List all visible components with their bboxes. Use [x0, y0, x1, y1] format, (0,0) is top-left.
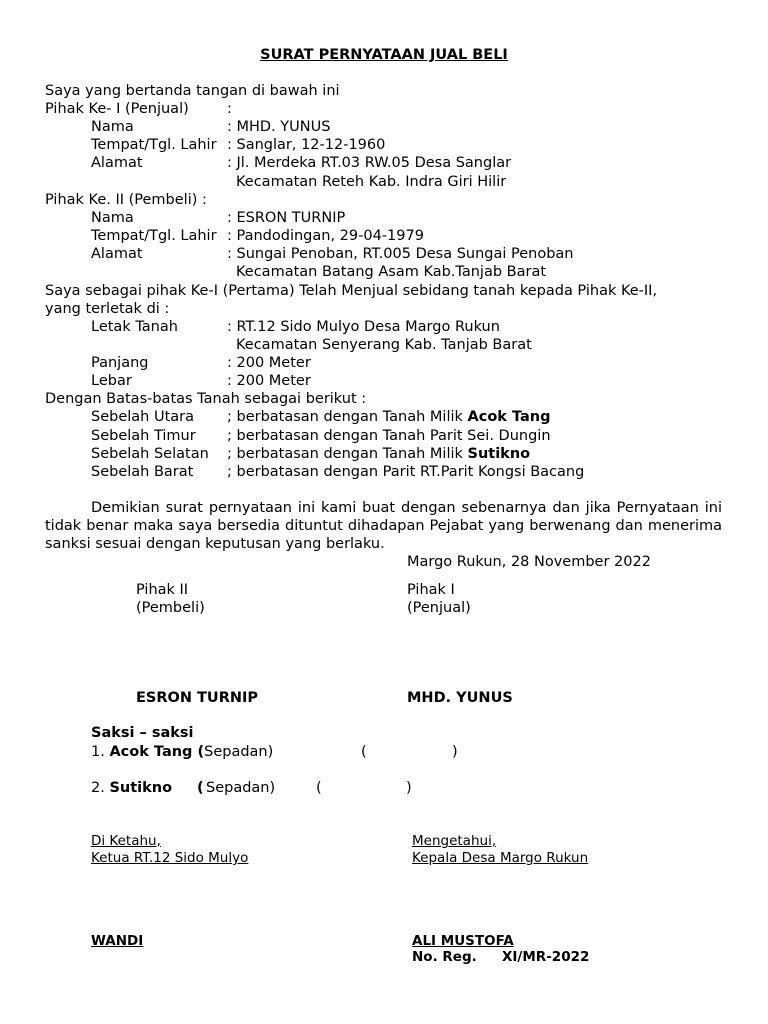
- seller-birth-label: Tempat/Tgl. Lahir: [91, 137, 217, 153]
- witness-1-sign-open: (: [361, 744, 367, 760]
- witness-1: [91, 743, 273, 761]
- north-owner: Acok Tang: [467, 409, 551, 425]
- seller-name-label: Nama: [91, 119, 134, 135]
- buyer-heading: Pihak Ke. II (Pembeli) :: [45, 192, 207, 208]
- north-text: ; berbatasan dengan Tanah Milik: [227, 409, 468, 425]
- east-label: Sebelah Timur: [91, 428, 196, 444]
- reg-label: No. Reg.: [412, 949, 477, 965]
- place-date: Margo Rukun, 28 November 2022: [407, 554, 651, 570]
- statement-line-1: Saya sebagai pihak Ke-I (Pertama) Telah Menjual sebidang tanah kepada Pihak Ke-II,: [45, 283, 658, 299]
- rt-head-name: WANDI: [91, 933, 144, 949]
- buyer-name-value: : ESRON TURNIP: [227, 210, 346, 226]
- witness-2-name: Sutikno: [109, 780, 173, 796]
- buyer-role-2: (Pembeli): [136, 600, 205, 616]
- width-value: : 200 Meter: [227, 373, 311, 389]
- document-title: SURAT PERNYATAAN JUAL BELI: [260, 47, 508, 63]
- width-label: Lebar: [91, 373, 132, 389]
- buyer-role: Pihak II: [136, 582, 189, 598]
- witness-2-role: Sepadan): [206, 780, 276, 796]
- north-label: Sebelah Utara: [91, 409, 194, 425]
- village-head-name: ALI MUSTOFA: [412, 933, 514, 949]
- buyer-birth-label: Tempat/Tgl. Lahir: [91, 228, 217, 244]
- boundaries-heading: Dengan Batas-batas Tanah sebagai berikut :: [45, 391, 367, 407]
- intro-text: Saya yang bertanda tangan di bawah ini: [45, 83, 340, 99]
- witness-1-number: 1.: [91, 744, 110, 760]
- seller-heading: Pihak Ke- I (Penjual): [45, 101, 189, 117]
- witness-1-name: Acok Tang (: [109, 744, 205, 760]
- west-boundary: ; berbatasan dengan Parit RT.Parit Kongsi Bacang: [227, 464, 585, 480]
- witness-1-role: Sepadan): [204, 744, 274, 760]
- rt-title: Ketua RT.12 Sido Mulyo: [91, 850, 249, 866]
- location-value-2: Kecamatan Senyerang Kab. Tanjab Barat: [236, 337, 532, 353]
- witness-2-paren: (: [197, 780, 204, 796]
- closing-paragraph: Demikian surat pernyataan ini kami buat dengan sebenarnya dan jika Pernyataan ini tidak benar maka saya bersedia dituntut dihadapan Pejabat yang berwenang dan menerima sanksi sesuai dengan keputusan yang berlaku.: [45, 500, 722, 552]
- east-boundary: ; berbatasan dengan Tanah Parit Sei. Dungin: [227, 428, 551, 444]
- witness-1-sign-close: ): [452, 744, 458, 760]
- seller-signature-name: MHD. YUNUS: [407, 690, 513, 706]
- west-label: Sebelah Barat: [91, 464, 194, 480]
- seller-address-value-2: Kecamatan Reteh Kab. Indra Giri Hilir: [236, 174, 507, 190]
- location-value: : RT.12 Sido Mulyo Desa Margo Rukun: [227, 319, 500, 335]
- village-heading: Mengetahui,: [412, 833, 497, 849]
- witness-2: [91, 779, 172, 797]
- witness-2-sign-close: ): [406, 780, 412, 796]
- buyer-address-label: Alamat: [91, 246, 143, 262]
- statement-line-2: yang terletak di :: [45, 301, 170, 317]
- rt-heading: Di Ketahu,: [91, 833, 161, 849]
- buyer-signature-name: ESRON TURNIP: [136, 690, 259, 706]
- witness-2-number: 2.: [91, 780, 110, 796]
- location-label: Letak Tanah: [91, 319, 178, 335]
- buyer-birth-value: : Pandodingan, 29-04-1979: [227, 228, 424, 244]
- seller-heading-colon: :: [227, 101, 232, 117]
- length-value: : 200 Meter: [227, 355, 311, 371]
- buyer-address-value-2: Kecamatan Batang Asam Kab.Tanjab Barat: [236, 264, 547, 280]
- south-owner: Sutikno: [467, 446, 531, 462]
- south-boundary: [227, 445, 530, 463]
- witness-2-sign-open: (: [316, 780, 322, 796]
- seller-address-label: Alamat: [91, 155, 143, 171]
- seller-address-value: : Jl. Merdeka RT.03 RW.05 Desa Sanglar: [227, 155, 512, 171]
- south-label: Sebelah Selatan: [91, 446, 209, 462]
- seller-role: Pihak I: [407, 582, 455, 598]
- seller-role-2: (Penjual): [407, 600, 471, 616]
- north-boundary: [227, 408, 551, 426]
- reg-value: XI/MR-2022: [502, 949, 590, 965]
- seller-name-value: : MHD. YUNUS: [227, 119, 331, 135]
- witnesses-heading: Saksi – saksi: [91, 725, 194, 741]
- buyer-name-label: Nama: [91, 210, 134, 226]
- village-title: Kepala Desa Margo Rukun: [412, 850, 589, 866]
- seller-birth-value: : Sanglar, 12-12-1960: [227, 137, 386, 153]
- buyer-address-value: : Sungai Penoban, RT.005 Desa Sungai Penoban: [227, 246, 574, 262]
- south-text: ; berbatasan dengan Tanah Milik: [227, 446, 468, 462]
- length-label: Panjang: [91, 355, 149, 371]
